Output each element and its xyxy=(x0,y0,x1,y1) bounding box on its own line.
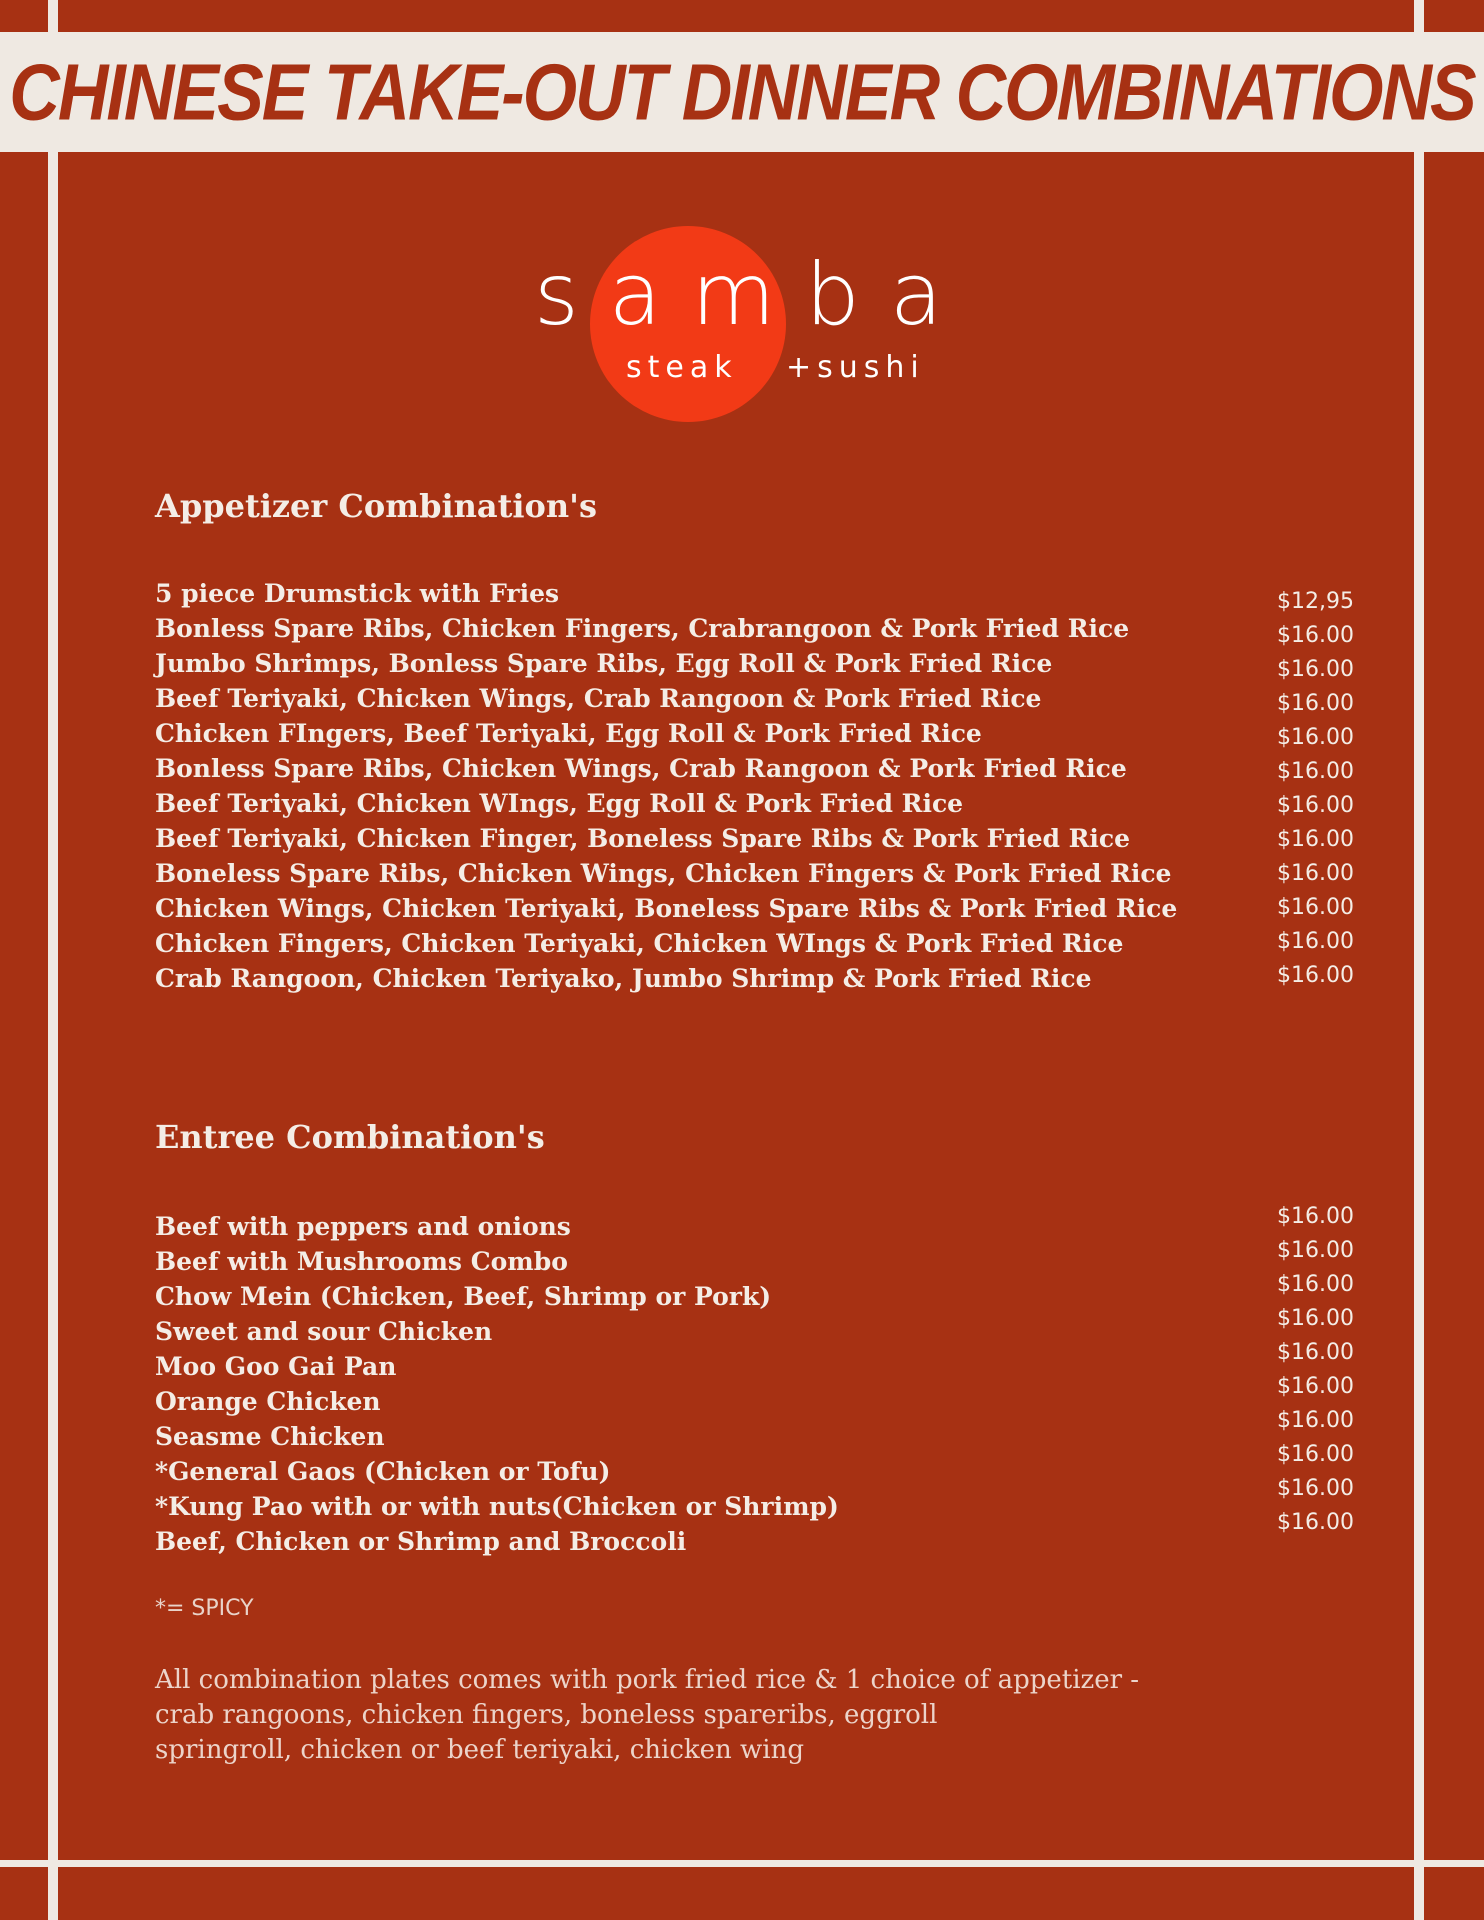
menu-price: $16.00 xyxy=(1277,1204,1354,1229)
menu-price: $16.00 xyxy=(1277,691,1354,716)
menu-price: $16.00 xyxy=(1277,1374,1354,1399)
menu-price: $16.00 xyxy=(1277,1272,1354,1297)
frame-line-right xyxy=(1414,0,1424,1920)
menu-item: Chicken Fingers, Chicken Teriyaki, Chicken WIngs & Pork Fried Rice xyxy=(155,929,1124,958)
menu-item: Bonless Spare Ribs, Chicken Fingers, Crabrangoon & Pork Fried Rice xyxy=(155,614,1130,643)
menu-item: Beef Teriyaki, Chicken Wings, Crab Rangoon & Pork Fried Rice xyxy=(155,684,1042,713)
menu-item: Chow Mein (Chicken, Beef, Shrimp or Pork) xyxy=(155,1282,772,1311)
entree-section-heading: Entree Combination's xyxy=(155,1118,545,1156)
menu-item: Beef Teriyaki, Chicken Finger, Boneless Spare Ribs & Pork Fried Rice xyxy=(155,824,1131,853)
entree-item-list xyxy=(155,1209,839,1559)
entree-price-list xyxy=(1277,1200,1354,1540)
menu-item: Crab Rangoon, Chicken Teriyako, Jumbo Shrimp & Pork Fried Rice xyxy=(155,964,1092,993)
menu-price: $16.00 xyxy=(1277,963,1354,988)
menu-item: Beef with peppers and onions xyxy=(155,1212,571,1241)
page-title: CHINESE TAKE-OUT DINNER COMBINATIONS xyxy=(9,47,1475,137)
note-line: All combination plates comes with pork fried rice & 1 choice of appetizer - xyxy=(155,1665,1140,1695)
logo-subtitle-steak: steak xyxy=(626,350,738,385)
menu-item: Jumbo Shrimps, Bonless Spare Ribs, Egg Roll & Pork Fried Rice xyxy=(155,649,1053,678)
menu-price: $16.00 xyxy=(1277,1510,1354,1535)
frame-line-left xyxy=(48,0,58,1920)
menu-item: *Kung Pao with or with nuts(Chicken or Shrimp) xyxy=(155,1492,839,1521)
menu-item: 5 piece Drumstick with Fries xyxy=(155,579,560,608)
menu-price: $16.00 xyxy=(1277,1476,1354,1501)
menu-price: $16.00 xyxy=(1277,1306,1354,1331)
menu-item: Seasme Chicken xyxy=(155,1422,385,1451)
menu-price: $16.00 xyxy=(1277,759,1354,784)
combination-note xyxy=(155,1663,1255,1768)
spicy-legend: *= SPICY xyxy=(155,1596,254,1621)
menu-price: $16.00 xyxy=(1277,1442,1354,1467)
menu-item: Beef with Mushrooms Combo xyxy=(155,1247,568,1276)
menu-price: $16.00 xyxy=(1277,861,1354,886)
appetizer-section-heading: Appetizer Combination's xyxy=(155,487,597,525)
menu-price: $16.00 xyxy=(1277,657,1354,682)
menu-price: $16.00 xyxy=(1277,929,1354,954)
menu-price: $16.00 xyxy=(1277,793,1354,818)
menu-price: $16.00 xyxy=(1277,1340,1354,1365)
logo-subtitle-sushi: +sushi xyxy=(786,350,925,385)
frame-line-bottom xyxy=(0,1860,1484,1867)
menu-item: Boneless Spare Ribs, Chicken Wings, Chicken Fingers & Pork Fried Rice xyxy=(155,859,1172,888)
menu-item: *General Gaos (Chicken or Tofu) xyxy=(155,1457,611,1486)
menu-price: $16.00 xyxy=(1277,895,1354,920)
menu-item: Bonless Spare Ribs, Chicken Wings, Crab Rangoon & Pork Fried Rice xyxy=(155,754,1127,783)
menu-item: Chicken FIngers, Beef Teriyaki, Egg Roll & Pork Fried Rice xyxy=(155,719,982,748)
note-line: springroll, chicken or beef teriyaki, chicken wing xyxy=(155,1735,805,1765)
menu-price: $16.00 xyxy=(1277,725,1354,750)
menu-price: $16.00 xyxy=(1277,827,1354,852)
menu-item: Beef Teriyaki, Chicken WIngs, Egg Roll & Pork Fried Rice xyxy=(155,789,964,818)
menu-item: Sweet and sour Chicken xyxy=(155,1317,493,1346)
note-line: crab rangoons, chicken fingers, boneless spareribs, eggroll xyxy=(155,1700,938,1730)
logo-wordmark: samba xyxy=(534,245,973,345)
menu-price: $16.00 xyxy=(1277,623,1354,648)
samba-logo xyxy=(520,220,980,430)
appetizer-price-list xyxy=(1277,585,1354,993)
menu-price: $16.00 xyxy=(1277,1408,1354,1433)
menu-item: Beef, Chicken or Shrimp and Broccoli xyxy=(155,1527,687,1556)
menu-item: Orange Chicken xyxy=(155,1387,381,1416)
menu-price: $16.00 xyxy=(1277,1238,1354,1263)
appetizer-item-list xyxy=(155,576,1177,996)
menu-item: Chicken Wings, Chicken Teriyaki, Boneless Spare Ribs & Pork Fried Rice xyxy=(155,894,1178,923)
menu-price: $12,95 xyxy=(1277,589,1354,614)
menu-item: Moo Goo Gai Pan xyxy=(155,1352,397,1381)
